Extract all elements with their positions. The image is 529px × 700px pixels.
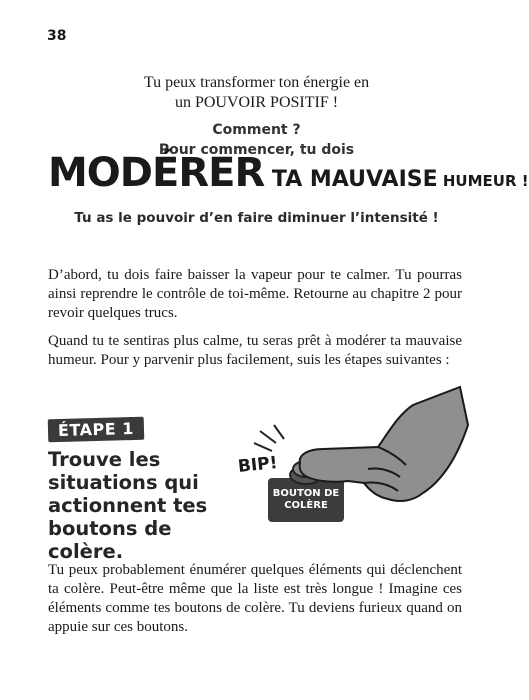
question-line-2: Pour commencer, tu dois	[158, 142, 355, 158]
headline-part-3: HUMEUR !	[437, 172, 529, 190]
paragraph-3: Tu peux probablement énumérer quelques éléments qui déclenchent ta colère. Peut-être même que la liste est très longue ! Imagine ces éléments comme tes boutons de colère. Tu deviens furieux quand on appuie sur ces boutons.	[48, 562, 462, 635]
intro-line-2: un POUVOIR POSITIF !	[174, 94, 339, 111]
headline-part-2: TA MAUVAISE	[264, 167, 438, 192]
question-line-1: Comment ?	[212, 122, 301, 138]
paragraph-2: Quand tu te sentiras plus calme, tu seras prêt à modérer ta mauvaise humeur. Pour y parvenir plus facilement, suis les étapes suivantes :	[48, 333, 462, 368]
anger-button-label-line-2: COLÈRE	[284, 500, 328, 511]
tagline: Tu as le pouvoir d’en faire diminuer l’intensité !	[74, 210, 439, 226]
paragraph-1: D’abord, tu dois faire baisser la vapeur pour te calmer. Tu pourras ainsi reprendre le contrôle de toi-même. Retourne au chapitre 2 pour revoir quelques trucs.	[48, 267, 462, 321]
sound-lines	[254, 425, 284, 451]
page-number: 38	[47, 28, 67, 44]
anger-button-label	[270, 488, 342, 512]
step-badge: ÉTAPE 1	[48, 417, 144, 443]
anger-button-label-line-1: BOUTON DE	[272, 488, 340, 499]
headline-part-1: MODÉRER	[48, 150, 265, 196]
intro-line-1: Tu peux transformer ton énergie en	[143, 74, 370, 91]
step-title: Trouve les situations qui actionnent tes boutons de colère.	[48, 448, 208, 563]
headline	[48, 150, 529, 196]
intro-text	[0, 73, 513, 113]
bip-sound-text: BIP!	[237, 452, 279, 478]
